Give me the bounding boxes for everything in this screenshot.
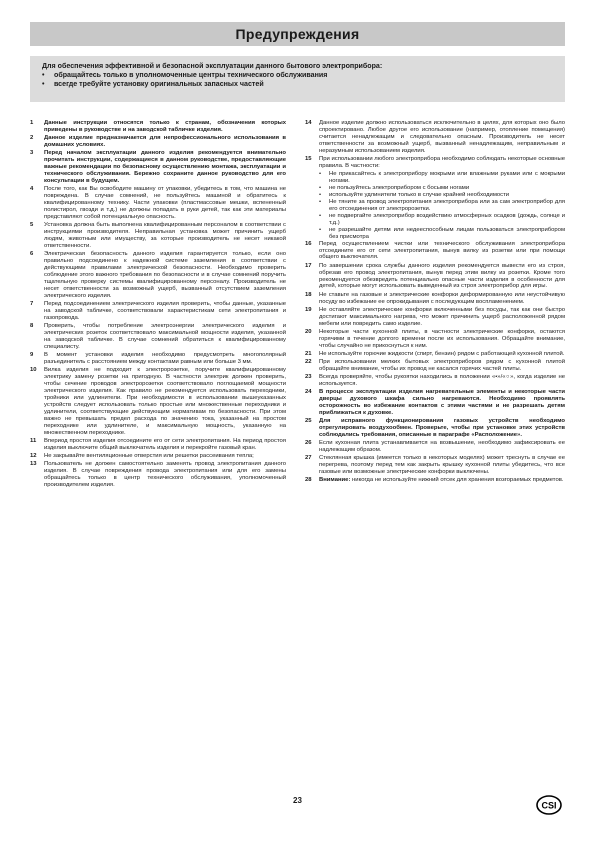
item-text: В момент установки изделия необходимо предусмотреть многополярный разъединитель с расстоянием между контактами равным или больше 3 мм. — [44, 352, 286, 365]
warning-item — [30, 135, 286, 149]
bullet-icon: • — [319, 212, 322, 219]
left-column — [30, 120, 286, 490]
item-number: 4 — [30, 186, 34, 193]
item-text: Проверить, чтобы потребление электроэнергии электрического изделия и электрических розеток соответствовало максимальной мощности изделия, указанной на заводской табличке. В случае сомнений обратиться к квалифицированному специалисту. — [44, 323, 286, 350]
item-prefix: Внимание: — [319, 477, 351, 484]
item-text: Если кухонная плита устанавливается на возвышение, необходимо зафиксировать ее надлежащим образом. — [319, 440, 565, 454]
subitem-text: используйте удлинители только в случае крайней необходимости — [329, 191, 510, 198]
item-number: 17 — [305, 262, 312, 269]
item-number: 11 — [30, 437, 37, 444]
bullet-icon: • — [319, 198, 322, 205]
warning-item — [305, 120, 565, 155]
warning-item — [30, 222, 286, 250]
item-number: 2 — [30, 135, 34, 142]
subitem-text: Не тяните за провод электропитания электроприбора или за сам электроприбор для его отсоединения от электророзетки. — [329, 198, 565, 212]
safety-subitem — [319, 213, 565, 227]
item-number: 10 — [30, 367, 37, 374]
intro-bullet — [42, 71, 565, 80]
bullet-icon: • — [42, 71, 45, 79]
subitem-text: не подвергайте электроприбор воздействию атмосферных осадков (дождь, солнце и т.д.) — [329, 212, 565, 226]
item-text: Не оставляйте электрические конфорки включенными без посуды, так как они быстро достигают максимального нагрева, что может причинить ущерб расположенной рядом мебели или повредить само изделие. — [319, 306, 565, 327]
item-text — [319, 477, 565, 484]
item-number: 19 — [305, 306, 312, 313]
warning-item — [30, 251, 286, 300]
bullet-icon: • — [319, 171, 322, 178]
item-number: 7 — [30, 300, 34, 307]
item-number: 1 — [30, 120, 34, 126]
bullet-icon: • — [42, 80, 45, 88]
warning-item — [30, 323, 286, 351]
page-number: 23 — [293, 796, 302, 805]
item-text: При использовании мелких бытовых электроприборов рядом с кухонной плитой обращайте внимание, чтобы их провод не касался горячих частей плиты. — [319, 358, 565, 372]
warning-item — [30, 120, 286, 134]
right-column — [305, 120, 565, 485]
warning-item — [305, 418, 565, 439]
bullet-icon: • — [319, 184, 322, 191]
item-number: 13 — [30, 461, 37, 468]
item-number: 15 — [305, 155, 312, 162]
subitem-text: Не прикасайтесь к электроприбору мокрыми или влажными руками или с мокрыми ногами. — [329, 171, 565, 184]
intro-lead: Для обеспечения эффективной и безопасной эксплуатации данного бытового электроприбора: — [42, 62, 383, 70]
warning-item — [30, 438, 286, 452]
intro-bullet-text: всегде требуйте установку оригинальных запасных частей — [54, 80, 264, 88]
right-items-b — [305, 241, 565, 485]
warning-item — [305, 329, 565, 350]
item-text: Перед началом эксплуатации данного изделия рекомендуется внимательно прочитать инструкции, содержащиеся в данном руководстве, предоставляющие важные рекомендации по безопасному осуществлению монтажа, эксплуатации и технического обслуживания. Бережно сохраните данное руководство для его консультации в будущем. — [44, 150, 286, 184]
item-number: 3 — [30, 150, 34, 157]
item-text: После того, как Вы освободите машину от упаковки, убедитесь в том, что машина не повреждена. В случае сомнений, не пользуйтесь машиной и обратитесь к квалифицированному технику. Части упаковки (пластмассовые мешки, вспененный полистирол, гвозди и т.д.) не должны попадать в руки детей, так как эти материалы представляют собой потенциальную опасность. — [44, 186, 286, 220]
intro-bullet-text: обращайтесь только в уполномоченные центры технического обслуживания — [54, 71, 328, 79]
warning-item — [305, 351, 565, 358]
item-number: 12 — [30, 452, 37, 459]
csi-logo — [536, 795, 562, 815]
item-text: Перед подсоединением электрического изделия проверить, чтобы данные, указанные на заводской табличке, соответствовали характеристикам сети электропитания и газопровода. — [44, 300, 286, 321]
item-text: В процессе эксплуатации изделия нагревательные элементы и некоторые части дверцы духового шкафа сильно нагреваются. Необходимо проявлять осторожность во избежание контактов с этими частями и не разрешать детям приближаться к духовке. — [319, 389, 565, 416]
logo-text: CSI — [541, 800, 557, 811]
right-items-a — [305, 120, 565, 170]
item-number: 5 — [30, 222, 34, 229]
item-text: Некоторые части кухонной плиты, в частности электрические конфорки, остаются горячими в течение долгого времени после их использования. Обращайте внимание, чтобы случайно не прикоснуться к ним. — [319, 328, 565, 349]
item-number: 22 — [305, 358, 312, 365]
item-number: 8 — [30, 323, 34, 329]
warning-item — [30, 186, 286, 221]
safety-subitem — [319, 171, 565, 185]
warning-item — [305, 477, 565, 484]
item-number: 25 — [305, 418, 312, 425]
warning-item — [305, 374, 565, 388]
item-text: Всегда проверяйте, чтобы рукоятки находились в положении «•»/«○», когда изделие не используется. — [319, 374, 565, 387]
item-number: 27 — [305, 455, 312, 462]
item-number: 20 — [305, 328, 312, 335]
item-number: 21 — [305, 350, 312, 357]
warning-item — [305, 389, 565, 417]
item-number: 23 — [305, 374, 312, 381]
item-text: Стеклянная крышка (имеется только в некоторых моделях) может треснуть в случае ее перегрева, поэтому перед тем как закрыть крышку кухонной плиты убедитесь, что все газовые или возможные электрические конфорки выключены. — [319, 455, 565, 476]
safety-subitem — [319, 192, 565, 199]
safety-subitem — [319, 199, 565, 213]
item-number: 9 — [30, 352, 34, 358]
subitem-text: не пользуйтесь электроприбором с босыми ногами — [329, 184, 470, 191]
warning-item — [305, 156, 565, 170]
bullet-icon: • — [319, 226, 322, 233]
item-text: Вилка изделия не подходит к электророзетке, поручите квалифицированному электрику замену розетки на пригодную. В частности электрик должен проверить, чтобы сечение проводов электророзетки соответствовало поглощаемой мощности электрического изделия. Как правило не рекомендуется использовать переходники, тройники или удлинители. При необходимости в использовании вышеуказанных устройств следует использовать только простые или множественные переходники и удлинители, соответствующие действующим нормативам по безопасности. При этом важно не превышать предел расхода по значению тока, указанный на простом переходнике или удлинителе, и максимальную мощность, указанную на множественном переходнике. — [44, 367, 286, 436]
bullet-icon: • — [319, 191, 322, 198]
warning-item — [305, 263, 565, 291]
item-text: Пользователь не должен самостоятельно заменять провод электропитания данного изделия. В случае повреждения провода электропитания или для его замены обращайтесь только в центр технического обслуживания, уполномоченный производителем изделия. — [44, 461, 286, 488]
item-number: 18 — [305, 291, 312, 298]
item-text: Данное изделие предназначается для непрофессионального использования в домашних условиях. — [44, 135, 286, 149]
item-number: 24 — [305, 389, 312, 396]
intro-bullet — [42, 80, 565, 89]
title-bar — [30, 22, 565, 46]
warning-item — [305, 440, 565, 454]
warning-item — [30, 352, 286, 366]
safety-subitem — [319, 227, 565, 241]
warning-item — [30, 150, 286, 185]
item-number: 26 — [305, 440, 312, 447]
item-text: При использовании любого электроприбора необходимо соблюдать некоторые основные правила. В частности: — [319, 155, 565, 169]
item-text: Не закрывайте вентиляционные отверстия или решетки рассеивания тепла; — [44, 452, 254, 459]
safety-subitems — [305, 171, 565, 241]
item-text: По завершении срока службы данного изделия рекомендуется вывести его из строя, обрезав его провод электропитания, вынув перед этим вилку из розетки. Кроме того рекомендуется обезвредить потенциально опасные части изделия в особенности для детей, которые могут использовать выведенный из строя электроприбор для игры. — [319, 262, 565, 290]
warning-item — [30, 453, 286, 460]
item-text: Не используйте горючие жидкости (спирт, бензин) рядом с работающей кухонной плитой. — [319, 350, 565, 357]
safety-subitem — [319, 185, 565, 192]
warning-item — [305, 307, 565, 328]
warning-item — [305, 241, 565, 262]
item-number: 16 — [305, 240, 312, 247]
item-text-rest: никогда не используйте нижний отсек для хранения возгораемых предметов. — [352, 477, 564, 484]
item-number: 14 — [305, 120, 312, 126]
warning-item — [305, 455, 565, 476]
item-text: Данное изделие должно использоваться исключительно в целях, для которых оно было спроектировано. Любое другое его использование (например, отопление помещения) считается ненадлежащим и следовательно опасным. Производитель не несет ответственности за возможный ущерб, вызванный ненадлежащим, неправильным и неразумным использованием изделия. — [319, 120, 565, 154]
item-text: Установка должна быть выполнена квалифицированным персоналом в соответствии с инструкциями производителя. Неправильная установка может причинить ущерб людям, животным или имуществу, за которые производитель не несет никакой ответственности. — [44, 222, 286, 249]
item-text: Для исправного функционирования газовых устройств необходимо отрегулировать воздухообмен. Проверьте, чтобы при установке этих устройств соблюдались требования, описанные в параграфе «Расположение». — [319, 418, 565, 439]
warning-item — [305, 292, 565, 306]
item-text: Данные инструкции относятся только к странам, обозначения которых приведены в руководстве и на заводской табличке изделия. — [44, 120, 286, 133]
item-number: 28 — [305, 477, 312, 484]
page-title: Предупреждения — [235, 26, 360, 42]
item-text: Впериод простоя изделия отсоедините его от сети электропитания. На период простоя изделия выключите общий выключатель изделия и перекройте газовый кран. — [44, 437, 286, 451]
warning-item — [30, 301, 286, 322]
warning-item — [305, 359, 565, 373]
item-text: Не ставьте на газовые и электрические конфорки деформированную или неустойчивую посуду во избежание ее опрокидывания с последующим воспламенением. — [319, 291, 565, 305]
intro-box — [30, 56, 565, 102]
warning-item — [30, 461, 286, 489]
warning-item — [30, 367, 286, 437]
item-text: Электрическая безопасность данного изделия гарантируется только, если оно правильно подсоединено к надежной системе заземления в соответствии с действующими правилами электрической безопасности. Необходимо проверить соблюдение этого важного требования по безопасности и в случае сомнений поручить тщательную проверку системы квалифицированному персоналу. Производитель не несет ответственности за возможный ущерб, вызванный отсутствием заземления электрического изделия. — [44, 251, 286, 299]
item-number: 6 — [30, 251, 34, 258]
subitem-text: не разрешайте детям или недееспособным лицам пользоваться электроприбором без присмотра — [329, 226, 565, 240]
item-text: Перед осуществлением чистки или технического обслуживания электроприбора отсоедините его от сети электропитания, вынув вилку из розетки или при помощи общего выключателя. — [319, 240, 565, 261]
